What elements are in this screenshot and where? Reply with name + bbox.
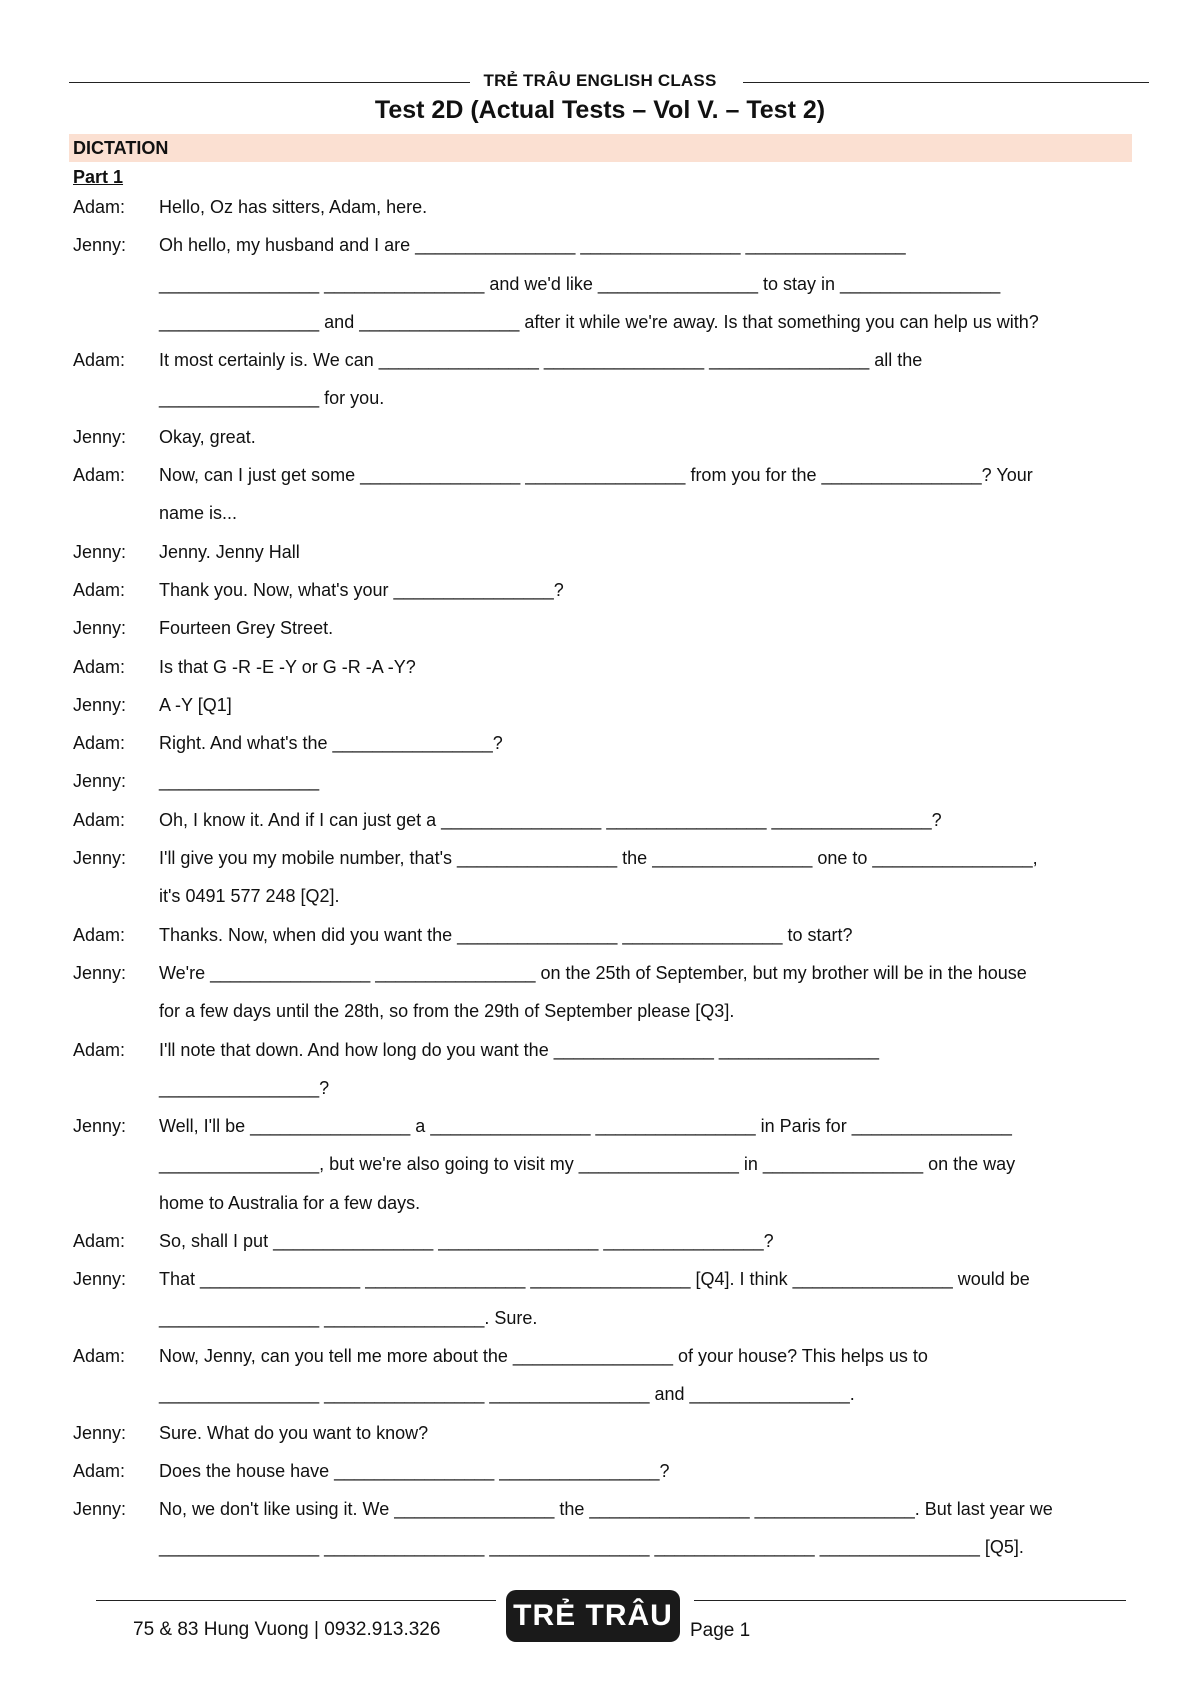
speech-text: ________________ bbox=[159, 771, 320, 792]
speaker-label: Adam: bbox=[73, 809, 126, 830]
speaker-label bbox=[73, 877, 159, 915]
speech-text: Does the house have ________________ ________________? bbox=[159, 1460, 670, 1481]
transcript-line bbox=[73, 1184, 1133, 1222]
speaker-label: Jenny: bbox=[73, 618, 127, 639]
transcript-line bbox=[73, 1222, 1133, 1260]
transcript-line bbox=[73, 992, 1133, 1030]
footer-address: 75 & 83 Hung Vuong | 0932.913.326 bbox=[133, 1619, 441, 1640]
speech-text: Now, Jenny, can you tell me more about the ________________ of your house? This helps us to bbox=[159, 1345, 928, 1366]
speech-text: name is... bbox=[159, 503, 238, 524]
transcript-line bbox=[73, 686, 1133, 724]
speech-text: Fourteen Grey Street. bbox=[159, 618, 334, 639]
transcript-line bbox=[73, 341, 1133, 379]
speaker-label: Jenny: bbox=[73, 1269, 127, 1290]
class-name: TRẺ TRÂU ENGLISH CLASS bbox=[0, 71, 1200, 91]
transcript-line bbox=[73, 1107, 1133, 1145]
transcript-line bbox=[73, 1260, 1133, 1298]
speech-text: I'll note that down. And how long do you want the ________________ ________________ bbox=[159, 1039, 880, 1060]
brand-logo: TRẺ TRÂU bbox=[506, 1590, 680, 1642]
speech-text: So, shall I put ________________ ________________ ________________? bbox=[159, 1231, 774, 1252]
speaker-label: Jenny: bbox=[73, 1499, 127, 1520]
section-label: DICTATION bbox=[73, 138, 169, 158]
speaker-label bbox=[73, 494, 159, 532]
speech-text: it's 0491 577 248 [Q2]. bbox=[159, 886, 340, 907]
speaker-label: Adam: bbox=[73, 733, 126, 754]
speaker-label: Adam: bbox=[73, 197, 126, 217]
speaker-label: Jenny: bbox=[73, 694, 127, 715]
transcript-line bbox=[73, 877, 1133, 915]
transcript-line bbox=[73, 609, 1133, 647]
speaker-label: Jenny: bbox=[73, 1422, 127, 1443]
transcript-line bbox=[73, 801, 1133, 839]
transcript-line bbox=[73, 533, 1133, 571]
speech-text: Oh hello, my husband and I are ________________ ________________ ________________ bbox=[159, 235, 906, 256]
transcript bbox=[73, 188, 1133, 1567]
speech-text: Well, I'll be ________________ a ________________ ________________ in Paris for ________________ bbox=[159, 1116, 1012, 1137]
transcript-line bbox=[73, 494, 1133, 532]
transcript-line bbox=[73, 265, 1133, 303]
speech-text: ________________ for you. bbox=[159, 388, 385, 409]
speaker-label: Jenny: bbox=[73, 962, 127, 983]
speaker-label bbox=[73, 1528, 159, 1566]
speaker-label: Jenny: bbox=[73, 426, 127, 447]
page-title: Test 2D (Actual Tests – Vol V. – Test 2) bbox=[374, 96, 826, 124]
transcript-line bbox=[73, 456, 1133, 494]
speaker-label: Adam: bbox=[73, 1345, 126, 1366]
footer-rule-right bbox=[694, 1600, 1126, 1601]
transcript-line bbox=[73, 954, 1133, 992]
speech-text: It most certainly is. We can ________________ ________________ ________________ all the bbox=[159, 350, 923, 371]
transcript-line bbox=[73, 303, 1133, 341]
speaker-label bbox=[73, 1375, 159, 1413]
speech-text: for a few days until the 28th, so from the 29th of September please [Q3]. bbox=[159, 1001, 735, 1022]
speech-text: I'll give you my mobile number, that's ________________ the ________________ one to ________________, bbox=[159, 848, 1038, 869]
speech-text: Okay, great. bbox=[159, 426, 256, 447]
transcript-line bbox=[73, 1452, 1133, 1490]
transcript-line bbox=[73, 1375, 1133, 1413]
speaker-label bbox=[73, 1184, 159, 1222]
transcript-line bbox=[73, 571, 1133, 609]
speaker-label: Adam: bbox=[73, 656, 126, 677]
speech-text: No, we don't like using it. We ________________ the ________________ ________________. But last year we bbox=[159, 1499, 1053, 1520]
speech-text: ________________ ________________ ________________ ________________ ________________ [Q5]. bbox=[159, 1537, 1024, 1558]
speech-text: Sure. What do you want to know? bbox=[159, 1422, 429, 1443]
speaker-label: Adam: bbox=[73, 1039, 126, 1060]
transcript-line bbox=[73, 418, 1133, 456]
speech-text: Now, can I just get some ________________ ________________ from you for the ________________? Your bbox=[159, 465, 1033, 486]
transcript-line bbox=[73, 226, 1133, 264]
speech-text: ________________ ________________. Sure. bbox=[159, 1307, 538, 1328]
transcript-line bbox=[73, 188, 1133, 226]
page-number: Page 1 bbox=[690, 1620, 751, 1641]
speaker-label: Adam: bbox=[73, 1460, 126, 1481]
speech-text: Right. And what's the ________________? bbox=[159, 733, 503, 754]
speaker-label: Adam: bbox=[73, 1231, 126, 1252]
speaker-label bbox=[73, 1069, 159, 1107]
speech-text: ________________, but we're also going to visit my ________________ in ________________ on the way bbox=[159, 1154, 1016, 1175]
speaker-label: Adam: bbox=[73, 350, 126, 371]
transcript-line bbox=[73, 916, 1133, 954]
speaker-label bbox=[73, 379, 159, 417]
speech-text: ________________ ________________ ________________ and ________________. bbox=[159, 1384, 855, 1405]
transcript-line bbox=[73, 1145, 1133, 1183]
transcript-line bbox=[73, 1299, 1133, 1337]
speaker-label: Adam: bbox=[73, 465, 126, 486]
speech-text: Oh, I know it. And if I can just get a ________________ ________________ ________________? bbox=[159, 809, 942, 830]
speech-text: Hello, Oz has sitters, Adam, here. bbox=[159, 197, 428, 217]
speaker-label: Jenny: bbox=[73, 235, 127, 256]
transcript-line bbox=[73, 1528, 1133, 1566]
speech-text: ________________ ________________ and we'd like ________________ to stay in ________________ bbox=[159, 273, 1001, 294]
transcript-line bbox=[73, 379, 1133, 417]
speaker-label: Adam: bbox=[73, 924, 126, 945]
speaker-label bbox=[73, 303, 159, 341]
transcript-line bbox=[73, 1337, 1133, 1375]
part-heading: Part 1 bbox=[73, 167, 124, 187]
transcript-line bbox=[73, 1069, 1133, 1107]
speech-text: home to Australia for a few days. bbox=[159, 1192, 421, 1213]
speech-text: Thanks. Now, when did you want the ________________ ________________ to start? bbox=[159, 924, 853, 945]
speech-text: Is that G -R -E -Y or G -R -A -Y? bbox=[159, 656, 416, 677]
transcript-line bbox=[73, 1490, 1133, 1528]
speaker-label: Jenny: bbox=[73, 848, 127, 869]
speaker-label: Jenny: bbox=[73, 1116, 127, 1137]
speech-text: ________________ and ________________ after it while we're away. Is that something you can help us with? bbox=[159, 311, 1039, 332]
speech-text: ________________? bbox=[159, 1077, 330, 1098]
section-bar bbox=[69, 134, 1132, 162]
transcript-line bbox=[73, 724, 1133, 762]
speaker-label bbox=[73, 1299, 159, 1337]
transcript-line bbox=[73, 762, 1133, 800]
transcript-line bbox=[73, 648, 1133, 686]
transcript-line bbox=[73, 1414, 1133, 1452]
footer-rule-left bbox=[96, 1600, 496, 1601]
speech-text: That ________________ ________________ ________________ [Q4]. I think ________________ would be bbox=[159, 1269, 1030, 1290]
transcript-line bbox=[73, 839, 1133, 877]
speech-text: A -Y [Q1] bbox=[159, 694, 232, 715]
speaker-label bbox=[73, 1145, 159, 1183]
speaker-label bbox=[73, 992, 159, 1030]
speech-text: We're ________________ ________________ on the 25th of September, but my brother will be in the house bbox=[159, 962, 1027, 983]
transcript-line bbox=[73, 1031, 1133, 1069]
speech-text: Thank you. Now, what's your ________________? bbox=[159, 579, 564, 600]
speaker-label bbox=[73, 265, 159, 303]
speaker-label: Jenny: bbox=[73, 541, 127, 562]
speech-text: Jenny. Jenny Hall bbox=[159, 541, 300, 562]
speaker-label: Adam: bbox=[73, 579, 126, 600]
speaker-label: Jenny: bbox=[73, 771, 127, 792]
